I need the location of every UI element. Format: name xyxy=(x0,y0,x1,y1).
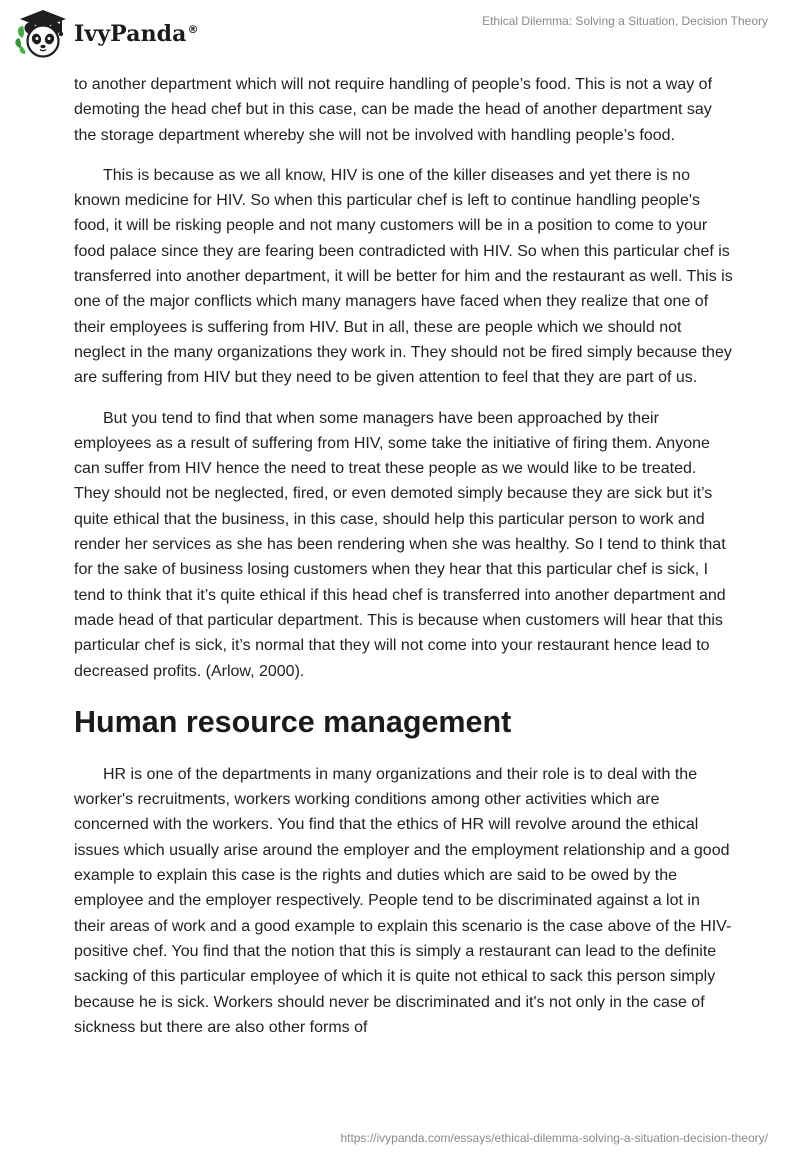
paragraph-managers-firing: But you tend to find that when some managers have been approached by their employees as a result of suffering from HIV, some take the initiative of firing them. Anyone can suffer from HIV hence the need to treat these people as we would like to be treated. They should not be neglected, fired, or even demoted simply because they are sick but it’s quite ethical that the business, in this case, should help this particular person to work and render her services as she has been rendering when she was healthy. So I tend to think that for the sake of business losing customers when they hear that this particular chef is sick, I tend to think that it’s quite ethical if this head chef is transferred into another department and made head of that particular department. This is because when customers will hear that this particular chef is sick, it’s normal that they will not come into your restaurant hence lead to decreased profits. (Arlow, 2000). xyxy=(74,409,726,680)
paragraph-hiv-risk: This is because as we all know, HIV is one of the killer diseases and yet there is no known medicine for HIV. So when this particular chef is left to continue handling people's food, it will be risking people and not many customers will be in a position to come to your food palace since they are fearing been contradicted with HIV. So when this particular chef is transferred into another department, it will be better for him and the restaurant as well. This is one of the major conflicts which many managers have faced when they realize that one of their employees is suffering from HIV. But in all, these are people which we should not neglect in the many organizations they work in. They should not be fired simply because they are suffering from HIV but they need to be given attention to feel that they are part of us. xyxy=(74,166,733,387)
source-url[interactable]: https://ivypanda.com/essays/ethical-dilemma-solving-a-situation-decision-theory/ xyxy=(340,1131,768,1145)
paragraph-hr-ethics: HR is one of the departments in many organizations and their role is to deal with the worker's recruitments, workers working conditions among other activities which are concerned with the workers. You find that the ethics of HR will revolve around the ethical issues which usually arise around the employer and the employment relationship and a good example to explain this case is the rights and duties which are said to be owed by the employee and the employer respectively. People tend to be discriminated against a lot in their areas of work and a good example to explain this scenario is the case above of the HIV-positive chef. You find that the notion that this is simply a restaurant can lead to the definite sacking of this particular employee of which it is quite not ethical to sack this person simply because he is sick. Workers should never be discriminated and it's not only in the case of sickness but there are also other forms of xyxy=(74,765,732,1036)
section-heading: Human resource management xyxy=(74,704,512,739)
document-title: Ethical Dilemma: Solving a Situation, Decision Theory xyxy=(482,14,768,28)
registered-mark: ® xyxy=(187,22,199,36)
paragraph-continued: to another department which will not require handling of people’s food. This is not a way of demoting the head chef but in this case, can be made the head of another department say the storage department whereby she will not be involved with handling people’s food. xyxy=(74,76,713,144)
page-header xyxy=(0,0,800,72)
panda-logo-icon xyxy=(14,8,72,60)
ivypanda-logo[interactable] xyxy=(14,8,199,60)
essay-content xyxy=(74,72,734,1055)
brand-name: IvyPanda® xyxy=(74,21,199,47)
